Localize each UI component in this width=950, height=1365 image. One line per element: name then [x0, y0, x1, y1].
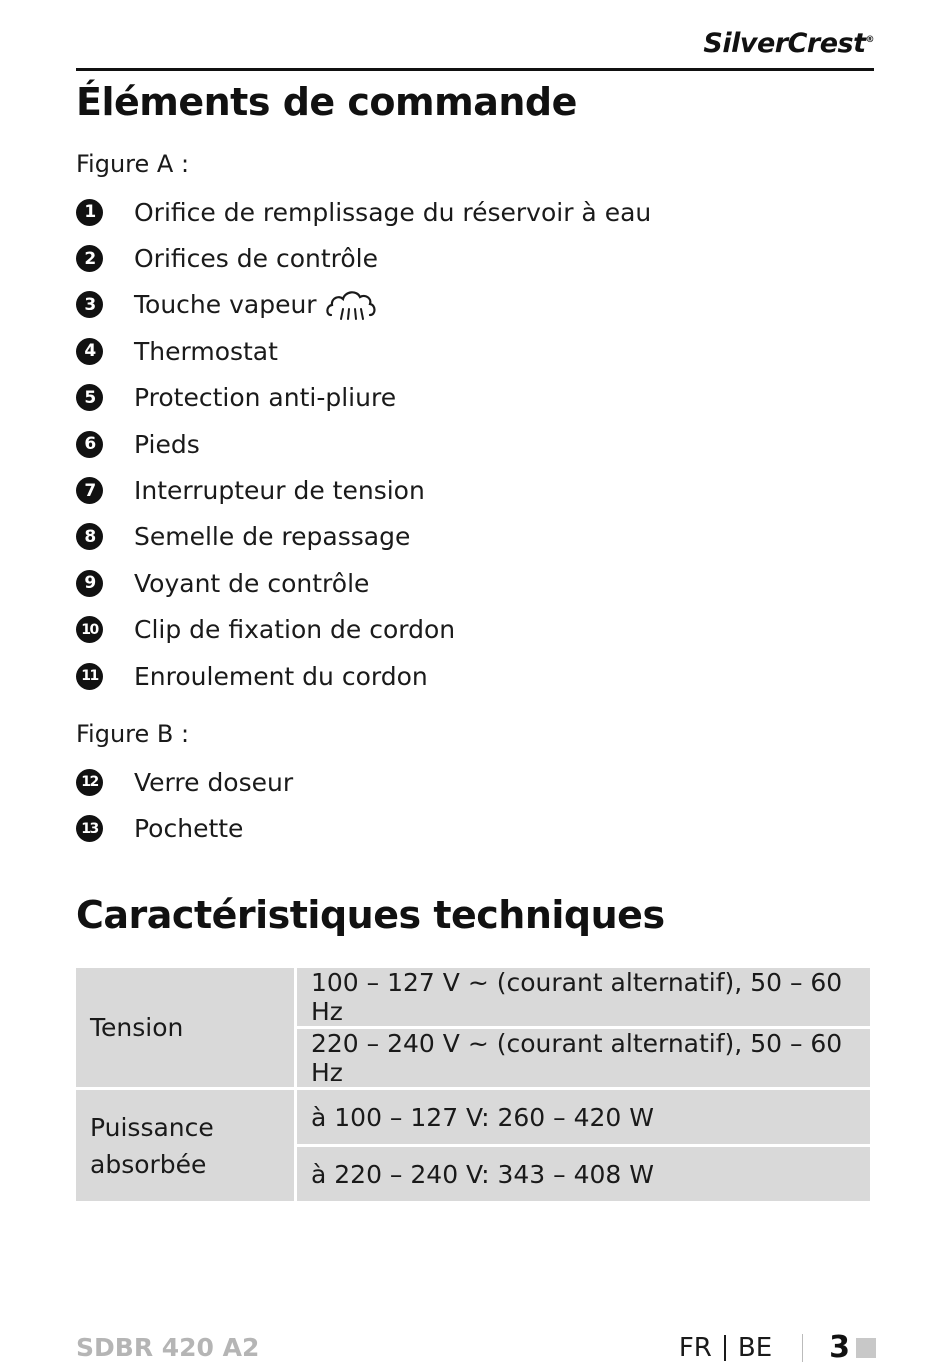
spec-value: 100 – 127 V ~ (courant alternatif), 50 – 60 Hz	[297, 968, 870, 1026]
list-item	[76, 467, 651, 513]
model-number: SDBR 420 A2	[76, 1333, 260, 1362]
item-number-badge: 2	[76, 245, 103, 272]
item-label: Clip de fixation de cordon	[134, 615, 456, 645]
item-number-badge: 5	[76, 384, 103, 411]
item-label: Interrupteur de tension	[134, 476, 425, 506]
item-number-badge: 13	[76, 815, 103, 842]
spec-value: 220 – 240 V ~ (courant alternatif), 50 – 60 Hz	[297, 1029, 870, 1087]
table-row	[76, 968, 870, 1026]
brand-logo	[703, 28, 874, 59]
item-label: Touche vapeur	[134, 290, 317, 320]
table-row	[76, 1090, 870, 1144]
spec-value: à 100 – 127 V: 260 – 420 W	[297, 1090, 870, 1144]
list-item	[76, 421, 651, 467]
spec-value: à 220 – 240 V: 343 – 408 W	[297, 1147, 870, 1201]
item-label: Pieds	[134, 429, 200, 459]
item-label: Orifices de contrôle	[134, 244, 378, 274]
item-label: Orifice de remplissage du réservoir à eau	[134, 197, 652, 227]
page-number: 3	[829, 1330, 850, 1365]
language-code: FR	[678, 1332, 712, 1363]
controls-heading: Éléments de commande	[76, 80, 577, 124]
item-number-badge: 8	[76, 523, 103, 550]
figure-a-list	[76, 189, 651, 699]
list-item	[76, 282, 651, 328]
registered-mark: ®	[865, 35, 874, 45]
list-item	[76, 375, 651, 421]
item-number-badge: 7	[76, 477, 103, 504]
spec-label-voltage: Tension	[76, 968, 294, 1087]
item-label: Enroulement du cordon	[134, 661, 428, 691]
item-label: Verre doseur	[134, 767, 294, 797]
figure-a-label: Figure A :	[76, 150, 190, 178]
list-item	[76, 805, 293, 851]
spec-label-power	[76, 1090, 294, 1201]
list-item	[76, 189, 651, 235]
item-number-badge: 4	[76, 338, 103, 365]
item-label: Thermostat	[134, 336, 278, 366]
item-number-badge: 1	[76, 199, 103, 226]
list-item	[76, 759, 293, 805]
list-item	[76, 607, 651, 653]
item-label: Semelle de repassage	[134, 522, 411, 552]
figure-b-list	[76, 759, 293, 852]
brand-name: SilverCrest	[703, 28, 866, 59]
list-item	[76, 653, 651, 699]
page-marker-square	[856, 1338, 876, 1358]
item-label: Pochette	[134, 814, 244, 844]
item-number-badge: 11	[76, 663, 103, 690]
spec-label-line: absorbée	[90, 1149, 207, 1179]
list-item	[76, 328, 651, 374]
footer-divider	[802, 1334, 803, 1362]
page-header	[76, 24, 874, 71]
item-number-badge: 10	[76, 616, 103, 643]
spec-label-line: Puissance	[90, 1112, 214, 1142]
item-number-badge: 3	[76, 291, 103, 318]
figure-b-label: Figure B :	[76, 720, 190, 748]
item-label: Protection anti-pliure	[134, 383, 397, 413]
list-item	[76, 514, 651, 560]
item-number-badge: 12	[76, 769, 103, 796]
language-code: BE	[737, 1332, 773, 1363]
steam-cloud-icon	[325, 285, 381, 325]
item-label: Voyant de contrôle	[134, 568, 370, 598]
page-footer	[679, 1330, 876, 1365]
tech-specs-table	[73, 965, 873, 1204]
tech-specs-heading: Caractéristiques techniques	[76, 893, 665, 937]
item-number-badge: 9	[76, 570, 103, 597]
list-item	[76, 560, 651, 606]
list-item	[76, 235, 651, 281]
language-divider	[724, 1335, 726, 1361]
item-number-badge: 6	[76, 431, 103, 458]
